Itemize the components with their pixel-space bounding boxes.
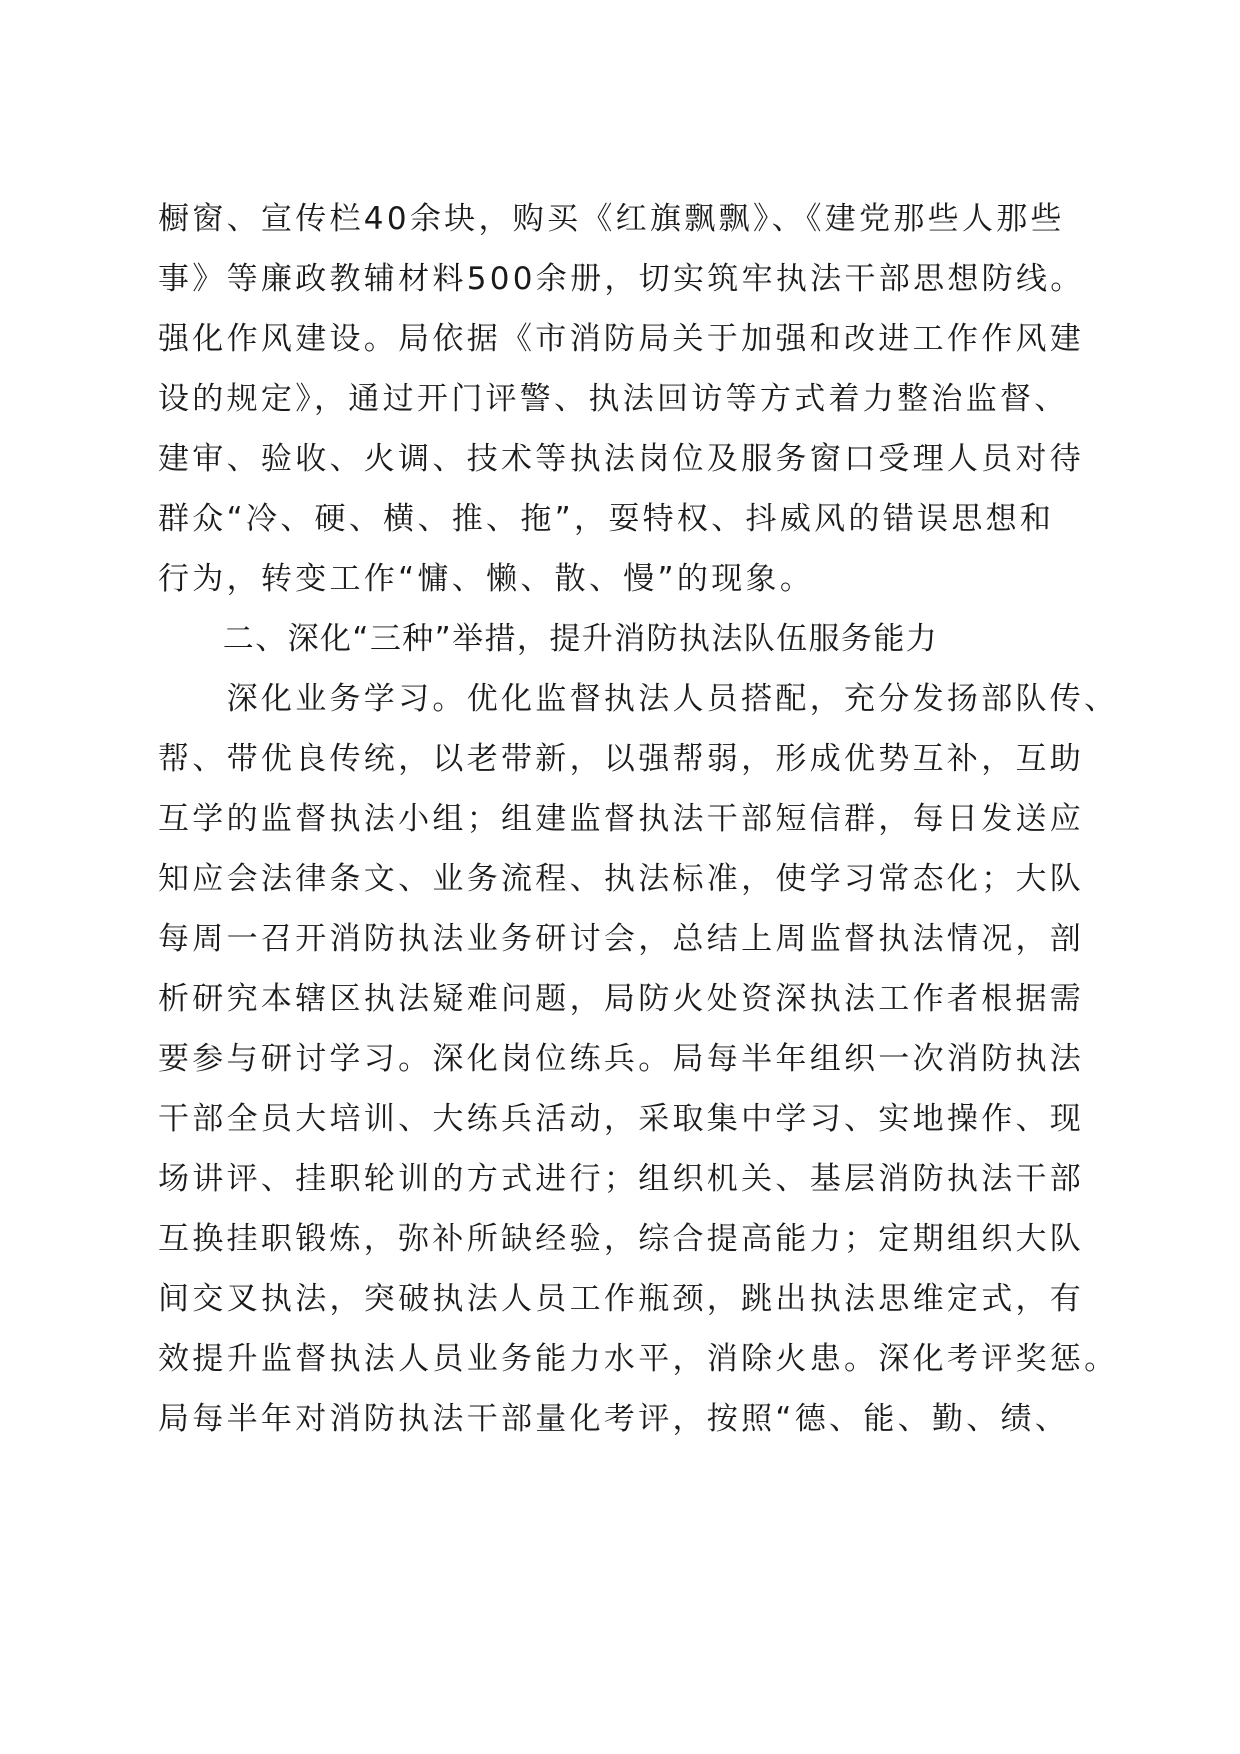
text-line: 间交叉执法，突破执法人员工作瓶颈，跳出执法思维定式，有 (158, 1281, 1085, 1317)
text-line: 每周一召开消防执法业务研讨会，总结上周监督执法情况，剖 (158, 921, 1085, 957)
text-line: 事》等廉政教辅材料500余册，切实筑牢执法干部思想防线。 (158, 261, 1085, 297)
text-line: 深化业务学习。优化监督执法人员搭配，充分发扬部队传、 (158, 681, 1119, 717)
text-line: 场讲评、挂职轮训的方式进行；组织机关、基层消防执法干部 (158, 1161, 1085, 1197)
text-line: 析研究本辖区执法疑难问题，局防火处资深执法工作者根据需 (158, 981, 1085, 1017)
text-line: 知应会法律条文、业务流程、执法标准，使学习常态化；大队 (158, 861, 1085, 897)
body-text (158, 189, 1119, 1449)
text-line: 互学的监督执法小组；组建监督执法干部短信群，每日发送应 (158, 801, 1085, 837)
text-line: 要参与研讨学习。深化岗位练兵。局每半年组织一次消防执法 (158, 1041, 1085, 1077)
text-line: 行为，转变工作“慵、懒、散、慢”的现象。 (158, 561, 815, 597)
text-line: 局每半年对消防执法干部量化考评，按照“德、能、勤、绩、 (158, 1401, 1070, 1437)
text-line: 橱窗、宣传栏40余块，购买《红旗飘飘》、《建党那些人那些 (158, 201, 1065, 237)
section-heading: 二、深化“三种”举措，提升消防执法队伍服务能力 (158, 621, 939, 657)
text-line: 干部全员大培训、大练兵活动，采取集中学习、实地操作、现 (158, 1101, 1085, 1137)
text-line: 建审、验收、火调、技术等执法岗位及服务窗口受理人员对待 (158, 441, 1085, 477)
text-line: 强化作风建设。局依据《市消防局关于加强和改进工作作风建 (158, 321, 1085, 357)
text-line: 效提升监督执法人员业务能力水平，消除火患。深化考评奖惩。 (158, 1341, 1119, 1377)
text-line: 帮、带优良传统，以老带新，以强帮弱，形成优势互补，互助 (158, 741, 1085, 777)
text-line: 互换挂职锻炼，弥补所缺经验，综合提高能力；定期组织大队 (158, 1221, 1085, 1257)
text-line: 设的规定》，通过开门评警、执法回访等方式着力整治监督、 (158, 381, 1069, 417)
text-line: 群众“冷、硬、横、推、拖”，耍特权、抖威风的错误思想和 (158, 501, 1055, 537)
